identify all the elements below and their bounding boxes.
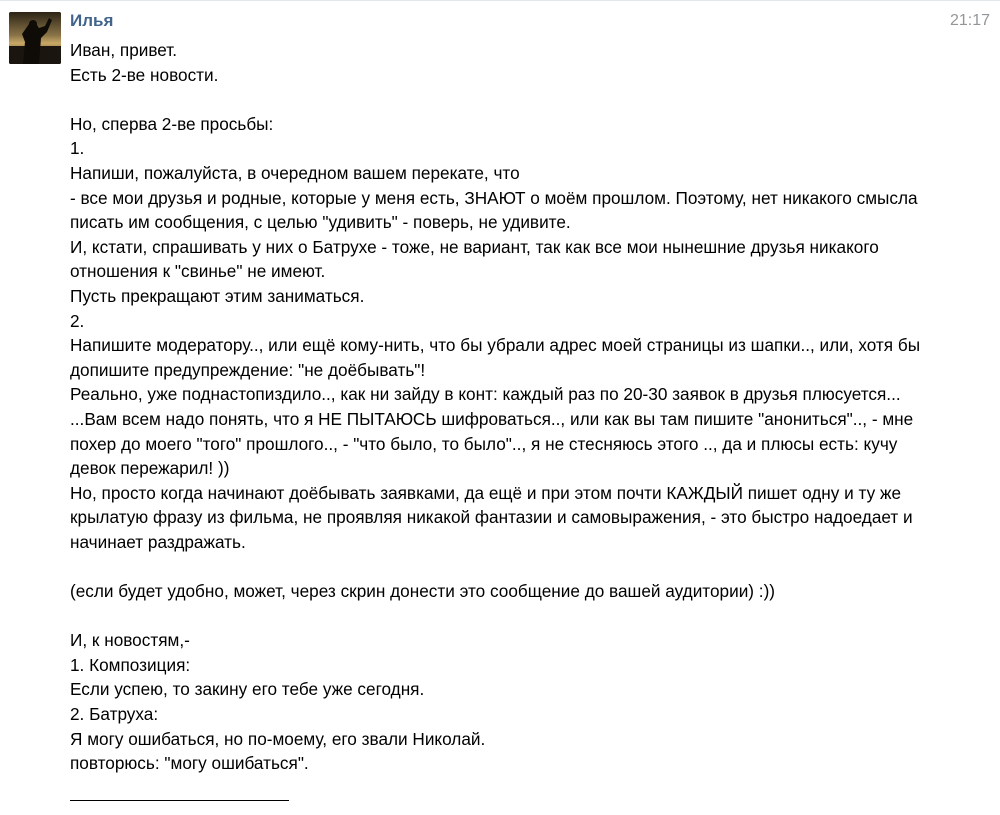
- message-line: [70, 554, 995, 579]
- message-line: 1.: [70, 138, 85, 159]
- message-body: [70, 38, 995, 776]
- message-line: Напиши, пожалуйста, в очередном вашем перекате, что: [70, 162, 520, 183]
- message-line: Напишите модератору.., или ещё кому-нить, что бы убрали адрес моей страницы из шапки.., или, хотя бы: [70, 335, 921, 356]
- message-line: [70, 87, 995, 112]
- message-line: Иван, привет.: [70, 40, 178, 60]
- message-line: Пусть прекращают этим заниматься.: [70, 285, 365, 306]
- signature-divider: [70, 800, 289, 801]
- sender-name[interactable]: Илья: [70, 11, 114, 30]
- message-line: Но, сперва 2-ве просьбы:: [70, 113, 274, 134]
- message-line: похер до моего "того" прошлого.., - "что было, то было".., я не стесняюсь этого .., да и плюсы есть: кучу: [70, 433, 898, 454]
- message-line: Есть 2-ве новости.: [70, 64, 219, 85]
- message-line: (если будет удобно, может, через скрин донести это сообщение до вашей аудитории) :)): [70, 581, 776, 602]
- message-line: 1. Композиция:: [70, 654, 191, 675]
- message-line: 2.: [70, 310, 85, 331]
- message-line: 2. Батруха:: [70, 704, 159, 725]
- message-timestamp: 21:17: [949, 12, 990, 29]
- message-line: ...Вам всем надо понять, что я НЕ ПЫТАЮСЬ шифроваться.., или как вы там пишите "анониться".., - мне: [70, 408, 914, 429]
- message-line: Я могу ошибаться, но по-моему, его звали Николай.: [70, 728, 486, 749]
- sender-avatar[interactable]: [9, 12, 61, 64]
- message-line: допишите предупреждение: "не доёбывать"!: [70, 359, 426, 380]
- message-line: И, кстати, спрашивать у них о Батрухе - тоже, не вариант, так как все мои нынешние друзья никакого: [70, 236, 879, 257]
- message-line: И, к новостям,-: [70, 630, 190, 651]
- message-line: начинает раздражать.: [70, 531, 246, 552]
- message-line: девок пережарил! )): [70, 458, 230, 479]
- message-line: Реально, уже поднастопиздило.., как ни зайду в конт: каждый раз по 20-30 заявок в друзья плюсуется...: [70, 384, 901, 405]
- top-divider: [0, 0, 1000, 1]
- message-line: крылатую фразу из фильма, не проявляя никакой фантазии и самовыражения, - это быстро надоедает и: [70, 507, 913, 528]
- message-line: - все мои друзья и родные, которые у меня есть, ЗНАЮТ о моём прошлом. Поэтому, нет никакого смысла: [70, 187, 918, 208]
- message-line: [70, 604, 995, 629]
- message-line: отношения к "свинье" не имеют.: [70, 261, 326, 282]
- message-line: писать им сообщения, с целью "удивить" - поверь, не удивите.: [70, 212, 571, 233]
- message-line: Но, просто когда начинают доёбывать заявками, да ещё и при этом почти КАЖДЫЙ пишет одну и ту же: [70, 482, 902, 503]
- message-line: Если успею, то закину его тебе уже сегодня.: [70, 679, 425, 700]
- profile-photo-icon: [9, 12, 61, 64]
- message-line: повторюсь: "могу ошибаться".: [70, 753, 309, 774]
